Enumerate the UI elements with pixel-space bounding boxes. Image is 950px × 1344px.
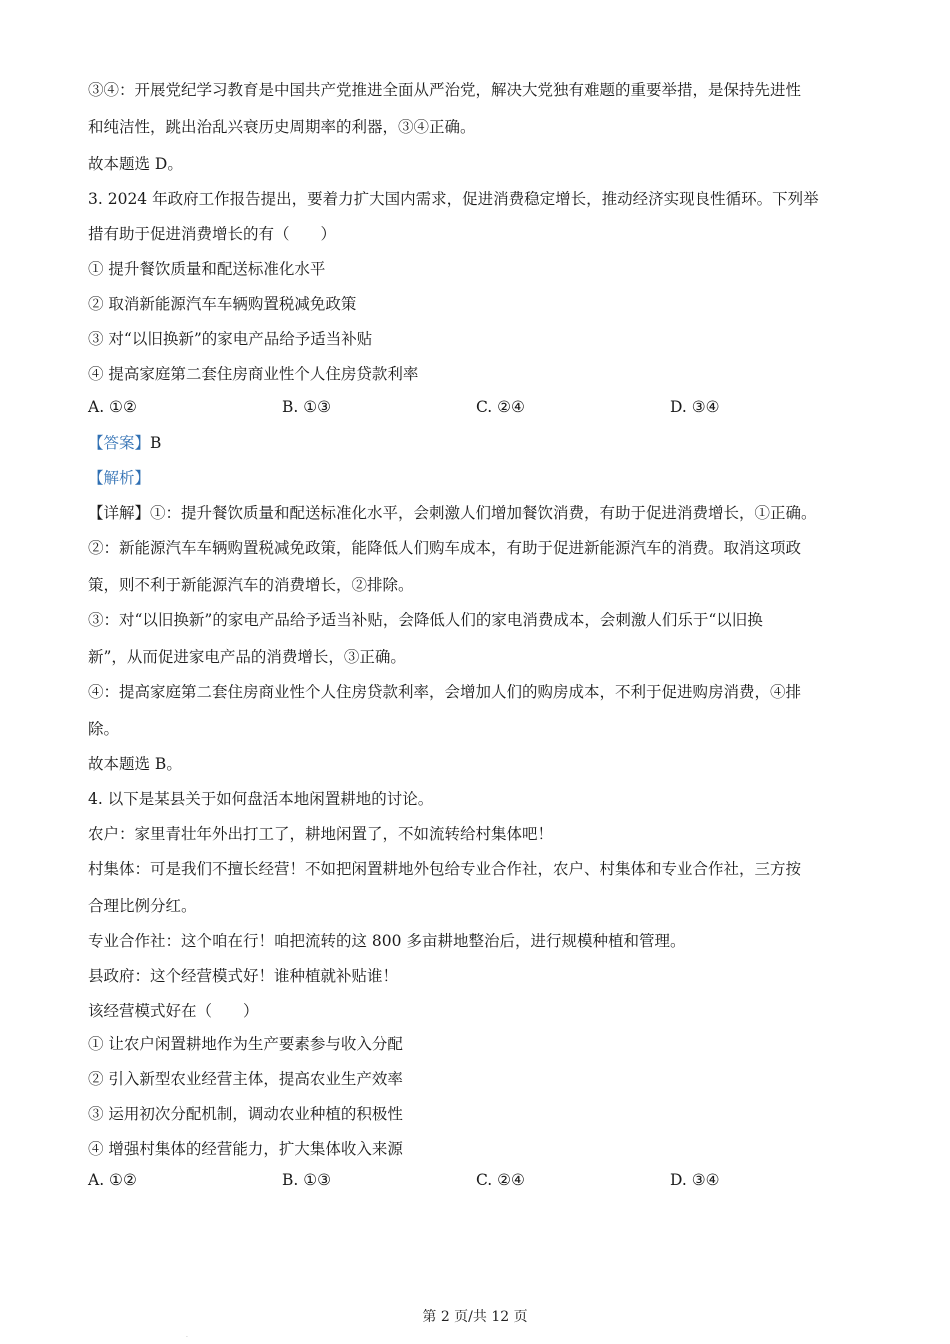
q3-detail-line-7: 除。 [88,720,120,738]
q4-item-2: ② 引入新型农业经营主体，提高农业生产效率 [88,1070,403,1088]
detail-label: 【详解】 [88,504,151,522]
q2-analysis-line-2: 和纯洁性，跳出治乱兴衰历史周期率的利器，③④正确。 [88,118,476,136]
q3-detail-line-4: ③：对“以旧换新”的家电产品给予适当补贴，会降低人们的家电消费成本，会刺激人们乐于“以旧换 [88,611,763,629]
q3-stem-line-2: 措有助于促进消费增长的有（ ） [88,225,337,243]
q3-option-b: B. ①③ [282,398,332,416]
q3-option-c: C. ②④ [476,398,525,416]
q3-detail-line-5: 新”，从而促进家电产品的消费增长，③正确。 [88,648,406,666]
q4-question: 该经营模式好在（ ） [88,1002,259,1020]
q4-item-1: ① 让农户闲置耕地作为生产要素参与收入分配 [88,1035,403,1053]
q3-item-1: ① 提升餐饮质量和配送标准化水平 [88,260,326,278]
q4-option-a: A. ①② [88,1171,137,1189]
q4-option-c: C. ②④ [476,1171,525,1189]
answer-value: B [150,434,162,452]
q4-dialog-1: 农户：家里青壮年外出打工了，耕地闲置了，不如流转给村集体吧！ [88,825,554,843]
q3-option-a: A. ①② [88,398,137,416]
q2-conclusion: 故本题选 D。 [88,155,183,173]
q3-item-2: ② 取消新能源汽车车辆购置税减免政策 [88,295,357,313]
q2-analysis-line-1: ③④：开展党纪学习教育是中国共产党推进全面从严治党，解决大党独有难题的重要举措，是保持先进性 [88,81,802,99]
q3-options [88,398,878,418]
q4-option-d: D. ③④ [670,1171,720,1189]
q4-item-4: ④ 增强村集体的经营能力，扩大集体收入来源 [88,1140,403,1158]
q3-detail-line-1 [88,503,817,523]
q4-dialog-5: 县政府：这个经营模式好！谁种植就补贴谁！ [88,967,399,985]
q3-item-3: ③ 对“以旧换新”的家电产品给予适当补贴 [88,330,373,348]
q4-dialog-4: 专业合作社：这个咱在行！咱把流转的这 800 多亩耕地整治后，进行规模种植和管理。 [88,932,686,950]
page-footer: 第 2 页/共 12 页 [422,1309,528,1325]
q4-options [88,1171,878,1191]
q4-stem: 4. 以下是某县关于如何盘活本地闲置耕地的讨论。 [88,790,434,808]
q4-dialog-2: 村集体：可是我们不擅长经营！不如把闲置耕地外包给专业合作社，农户、村集体和专业合作社，三方按 [88,860,802,878]
q3-item-4: ④ 提高家庭第二套住房商业性个人住房贷款利率 [88,365,419,383]
q3-detail-line-3: 策，则不利于新能源汽车的消费增长，②排除。 [88,576,414,594]
q3-conclusion: 故本题选 B。 [88,755,182,773]
q3-detail-line-6: ④：提高家庭第二套住房商业性个人住房贷款利率，会增加人们的购房成本，不利于促进购房消费，④排 [88,683,802,701]
answer-label: 【答案】 [88,434,151,452]
q3-detail-text-1: ①：提升餐饮质量和配送标准化水平，会刺激人们增加餐饮消费，有助于促进消费增长，①正确。 [150,504,817,522]
q3-stem-line-1: 3. 2024 年政府工作报告提出，要着力扩大国内需求，促进消费稳定增长，推动经济实现良性循环。下列举 [88,190,819,208]
q3-detail-line-2: ②：新能源汽车车辆购置税减免政策，能降低人们购车成本，有助于促进新能源汽车的消费。取消这项政 [88,539,802,557]
decorative-dot: · [186,1334,188,1341]
q4-dialog-3: 合理比例分红。 [88,897,197,915]
analysis-label: 【解析】 [88,469,151,487]
q4-item-3: ③ 运用初次分配机制，调动农业种植的积极性 [88,1105,403,1123]
q3-answer [88,433,161,453]
q4-option-b: B. ①③ [282,1171,332,1189]
q3-option-d: D. ③④ [670,398,720,416]
